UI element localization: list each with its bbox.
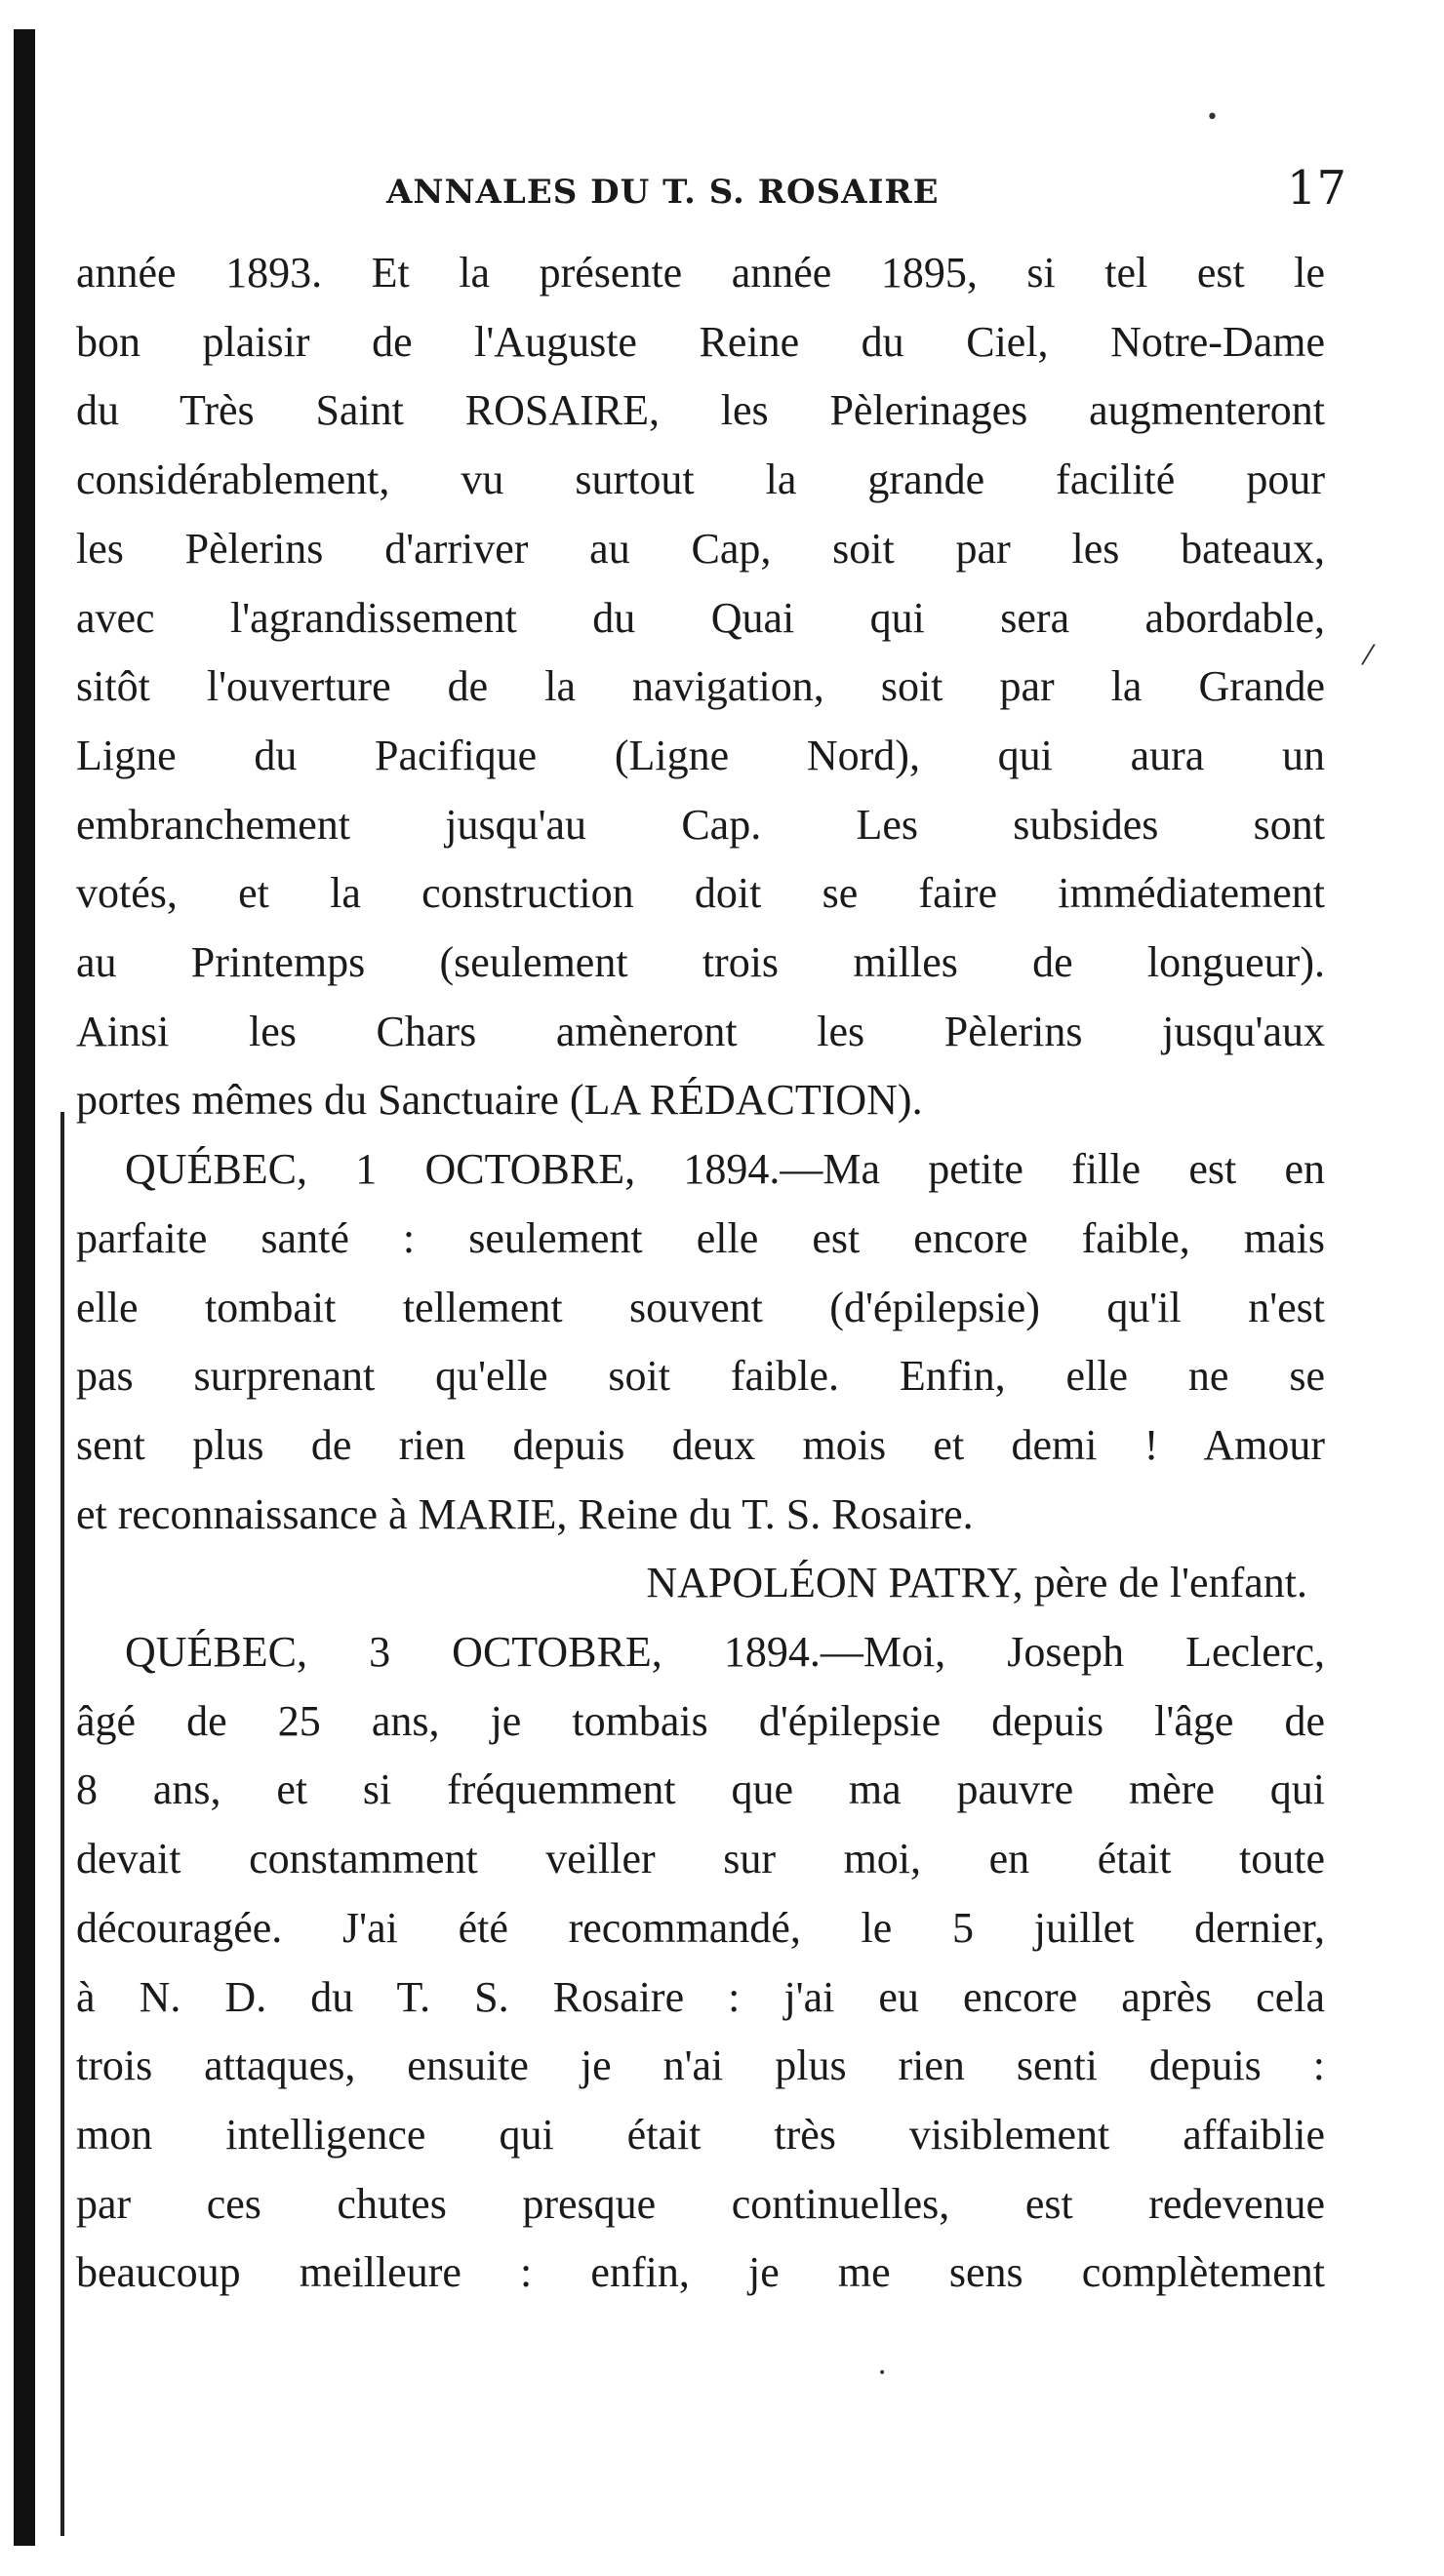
paragraph-1 (76, 239, 1325, 1135)
text-line: 8 ans, et si fréquemment que ma pauvre mère qui (76, 1765, 1325, 1814)
body-text (76, 239, 1325, 2308)
text-line: au Printemps (seulement trois milles de longueur). (76, 938, 1325, 987)
text-line: les Pèlerins d'arriver au Cap, soit par les bateaux, (76, 524, 1325, 573)
running-title: ANNALES DU T. S. ROSAIRE (386, 173, 940, 212)
text-line: découragée. J'ai été recommandé, le 5 juillet dernier, (76, 1903, 1325, 1952)
text-line: bon plaisir de l'Auguste Reine du Ciel, Notre-Dame (76, 317, 1325, 366)
text-line: trois attaques, ensuite je n'ai plus rien senti depuis : (76, 2041, 1325, 2090)
text-line: portes mêmes du Sanctuaire (LA RÉDACTION). (76, 1076, 923, 1125)
text-line: devait constamment veiller sur moi, en était toute (76, 1835, 1325, 1883)
margin-tick-mark: ⁄ (1366, 639, 1371, 671)
text-line: du Très Saint ROSAIRE, les Pèlerinages augmenteront (76, 386, 1325, 435)
text-line: votés, et la construction doit se faire immédiatement (76, 869, 1325, 918)
page-number: 17 (1286, 161, 1346, 216)
text-line: avec l'agrandissement du Quai qui sera abordable, (76, 593, 1325, 642)
text-line: considérablement, vu surtout la grande facilité pour (76, 456, 1325, 504)
running-head (76, 161, 1346, 219)
text-line: et reconnaissance à MARIE, Reine du T. S. Rosaire. (76, 1489, 974, 1538)
text-line: Ligne du Pacifique (Ligne Nord), qui aura un (76, 731, 1325, 779)
text-line: beaucoup meilleure : enfin, je me sens complètement (76, 2248, 1325, 2297)
text-line: sitôt l'ouverture de la navigation, soit par la Grande (76, 662, 1325, 711)
text-line: à N. D. du T. S. Rosaire : j'ai eu encore après cela (76, 1972, 1325, 2021)
text-line: année 1893. Et la présente année 1895, si tel est le (76, 249, 1325, 297)
paragraph-2 (76, 1135, 1325, 1618)
text-line: âgé de 25 ans, je tombais d'épilepsie depuis l'âge de (76, 1696, 1325, 1745)
book-page (76, 161, 1346, 2308)
ink-speck: • (1206, 105, 1219, 130)
signature-line: NAPOLÉON PATRY, père de l'enfant. (646, 1559, 1307, 1607)
left-margin-rule (14, 29, 35, 2546)
paragraph-3 (76, 1618, 1325, 2308)
text-line: mon intelligence qui était très visiblement affaiblie (76, 2110, 1325, 2159)
text-line: pas surprenant qu'elle soit faible. Enfin, elle ne se (76, 1352, 1325, 1401)
text-line: par ces chutes presque continuelles, est redevenue (76, 2179, 1325, 2228)
text-line: Ainsi les Chars amèneront les Pèlerins jusqu'aux (76, 1007, 1325, 1055)
ink-speck: • (878, 2365, 887, 2381)
text-line: QUÉBEC, 3 OCTOBRE, 1894.—Moi, Joseph Leclerc, (125, 1628, 1325, 1677)
text-line: QUÉBEC, 1 OCTOBRE, 1894.—Ma petite fille est en (125, 1145, 1325, 1194)
text-line: sent plus de rien depuis deux mois et demi ! Amour (76, 1420, 1325, 1469)
text-line: parfaite santé : seulement elle est encore faible, mais (76, 1213, 1325, 1262)
left-margin-thin-rule (60, 1112, 64, 2536)
text-line: embranchement jusqu'au Cap. Les subsides sont (76, 800, 1325, 849)
text-line: elle tombait tellement souvent (d'épilepsie) qu'il n'est (76, 1283, 1325, 1331)
